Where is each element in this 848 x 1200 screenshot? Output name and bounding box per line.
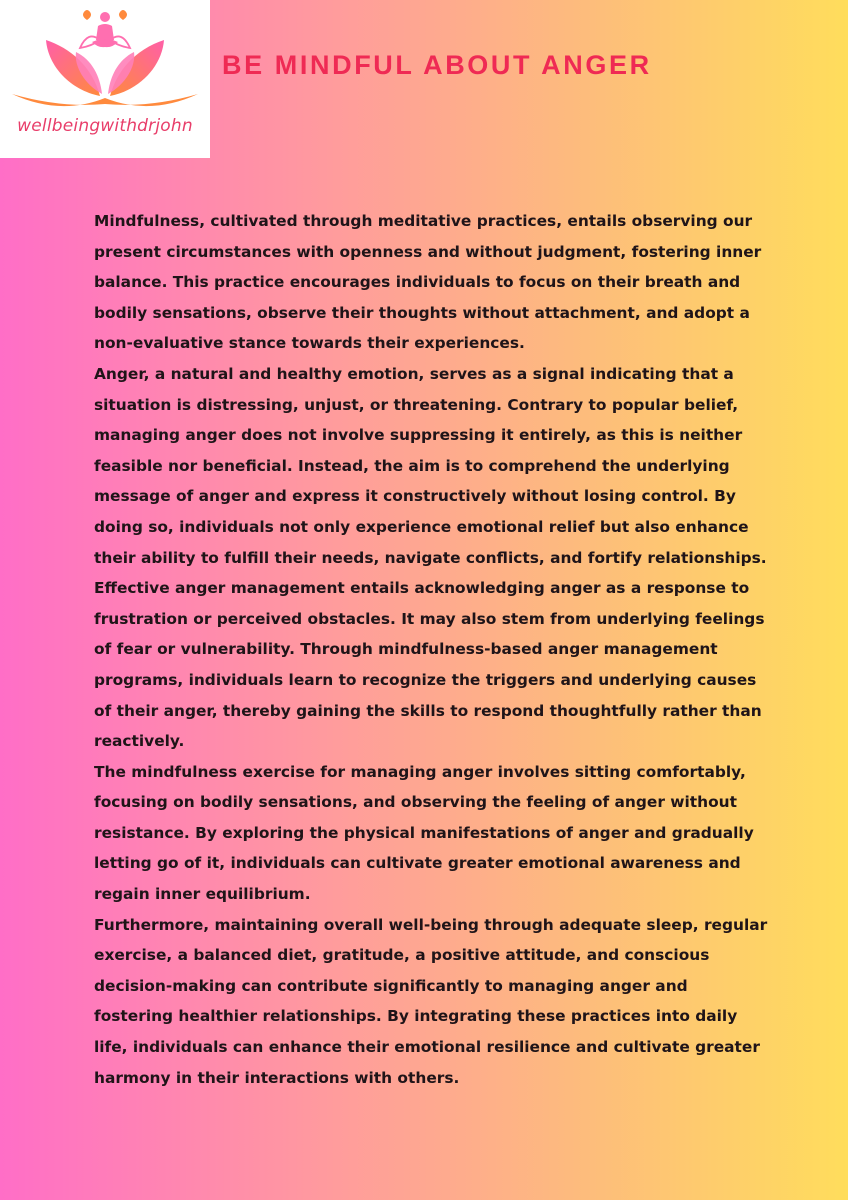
paragraph-anger-emotion: Anger, a natural and healthy emotion, serves as a signal indicating that a situation is distressing, unjust, or threatening. Contrary to popular belief, managing anger does not involve suppressing it entirely, as this is neither feasible nor beneficial. Instead, the aim is to comprehend the underlying message of anger and express it constructively without losing control. By doing so, individuals not only experience emotional relief but also enhance their ability to fulfill their needs, navigate conflicts, and fortify relationships.	[94, 364, 767, 567]
brand-logo	[0, 0, 210, 158]
paragraph-anger-management: Effective anger management entails acknowledging anger as a response to frustration or perceived obstacles. It may also stem from underlying feelings of fear or vulnerability. Through mindfulness-based anger management programs, individuals learn to recognize the triggers and underlying causes of their anger, thereby gaining the skills to respond thoughtfully rather than reactively.	[94, 579, 765, 751]
paragraph-well-being: Furthermore, maintaining overall well-being through adequate sleep, regular exercise, a balanced diet, gratitude, a positive attitude, and conscious decision-making can contribute significantly to managing anger and fostering healthier relationships. By integrating these practices into daily life, individuals can enhance their emotional resilience and cultivate greater harmony in their interactions with others.	[94, 915, 768, 1087]
paragraph-mindfulness-exercise: The mindfulness exercise for managing anger involves sitting comfortably, focusing on bodily sensations, and observing the feeling of anger without resistance. By exploring the physical manifestations of anger and gradually letting go of it, individuals can cultivate greater emotional awareness and regain inner equilibrium.	[94, 762, 754, 904]
lotus-meditation-icon	[0, 0, 210, 120]
paragraph-mindfulness: Mindfulness, cultivated through meditative practices, entails observing our present circumstances with openness and without judgment, fostering inner balance. This practice encourages individuals to focus on their breath and bodily sensations, observe their thoughts without attachment, and adopt a non-evaluative stance towards their experiences.	[94, 212, 762, 353]
article-body	[94, 206, 770, 1093]
logo-text: wellbeingwithdrjohn	[17, 116, 193, 136]
page-title: BE MINDFUL ABOUT ANGER	[222, 50, 652, 80]
